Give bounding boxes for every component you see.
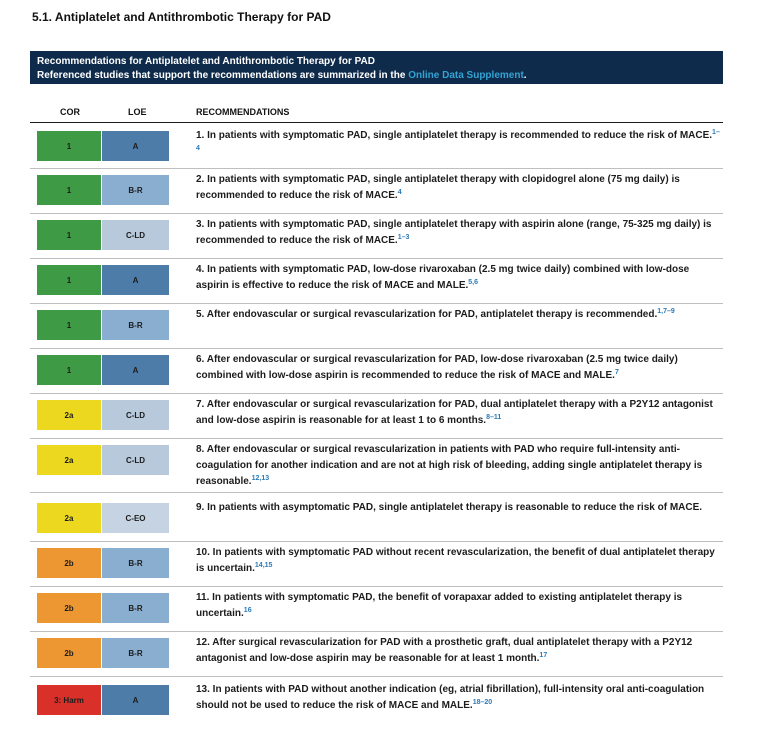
loe-cell: C-LD [102, 400, 169, 430]
loe-cell: C-LD [102, 445, 169, 475]
reference-citation[interactable]: 7 [614, 369, 619, 376]
reference-citation[interactable]: 4 [397, 189, 402, 196]
loe-cell: B-R [102, 593, 169, 623]
cor-cell: 2a [37, 445, 101, 475]
row-divider [30, 438, 723, 439]
recommendation-body: 11. In patients with symptomatic PAD, the benefit of vorapaxar added to existing antiplatelet therapy is uncertain. [196, 592, 683, 619]
cor-cell: 1 [37, 175, 101, 205]
cor-cell: 3: Harm [37, 685, 101, 715]
recommendation-body: 8. After endovascular or surgical revascularization in patients with PAD who require full-intensity anti-coagulation for another indication and are not at high risk of bleeding, adding single antiplatelet therapy is reasonable. [196, 444, 703, 487]
loe-cell: B-R [102, 548, 169, 578]
recommendation-body: 2. In patients with symptomatic PAD, single antiplatelet therapy with clopidogrel alone (75 mg daily) is recommended to reduce the risk of MACE. [196, 174, 680, 201]
row-divider [30, 258, 723, 259]
recommendation-body: 12. After surgical revascularization for PAD with a prosthetic graft, dual antiplatelet therapy with a P2Y12 antagonist and low-dose aspirin may be reasonable for at least 1 month. [196, 637, 693, 664]
row-divider [30, 492, 723, 493]
reference-citation[interactable]: 1–4 [196, 129, 720, 152]
recommendation-text [196, 635, 723, 667]
row-divider [30, 303, 723, 304]
reference-citation[interactable]: 18–20 [472, 699, 493, 706]
cor-cell: 1 [37, 310, 101, 340]
section-title: 5.1. Antiplatelet and Antithrombotic Therapy for PAD [32, 10, 331, 24]
cor-cell: 2b [37, 593, 101, 623]
row-divider [30, 168, 723, 169]
recommendation-body: 5. After endovascular or surgical revascularization for PAD, antiplatelet therapy is recommended. [196, 309, 658, 320]
recommendation-body: 9. In patients with asymptomatic PAD, single antiplatelet therapy is reasonable to reduce the risk of MACE. [196, 502, 703, 513]
row-divider [30, 348, 723, 349]
cor-cell: 1 [37, 220, 101, 250]
cor-header: COR [60, 107, 80, 117]
reference-citation[interactable]: 12,13 [251, 475, 270, 482]
recommendation-text [196, 262, 723, 294]
reference-citation[interactable]: 1–3 [397, 234, 410, 241]
loe-cell: C-LD [102, 220, 169, 250]
loe-cell: B-R [102, 175, 169, 205]
recommendation-text [196, 397, 723, 429]
loe-header: LOE [128, 107, 147, 117]
recommendation-text [196, 352, 723, 384]
recommendation-body: 1. In patients with symptomatic PAD, single antiplatelet therapy is recommended to reduce the risk of MACE. [196, 130, 713, 141]
banner-title: Recommendations for Antiplatelet and Antithrombotic Therapy for PAD [37, 56, 375, 67]
cor-cell: 2b [37, 638, 101, 668]
recommendation-body: 13. In patients with PAD without another indication (eg, atrial fibrillation), full-intensity oral anti-coagulation should not be used to reduce the risk of MACE and MALE. [196, 684, 705, 711]
recommendation-text [196, 545, 723, 577]
recommendation-text [196, 128, 723, 160]
row-divider [30, 213, 723, 214]
recommendation-text [196, 590, 723, 622]
cor-cell: 1 [37, 355, 101, 385]
header-divider [30, 122, 723, 123]
cor-cell: 1 [37, 265, 101, 295]
recommendation-text [196, 172, 723, 204]
recommendation-body: 7. After endovascular or surgical revascularization for PAD, dual antiplatelet therapy with a P2Y12 antagonist and low-dose aspirin is reasonable for at least 1 to 6 months. [196, 399, 713, 426]
recommendations-banner [30, 51, 723, 84]
reference-citation[interactable]: 16 [243, 607, 252, 614]
loe-cell: B-R [102, 310, 169, 340]
recommendations-header: RECOMMENDATIONS [196, 107, 290, 117]
loe-cell: C-EO [102, 503, 169, 533]
recommendation-text [196, 500, 723, 516]
row-divider [30, 541, 723, 542]
reference-citation[interactable]: 14,15 [254, 562, 273, 569]
recommendation-text [196, 682, 723, 714]
recommendation-body: 3. In patients with symptomatic PAD, single antiplatelet therapy with aspirin alone (range, 75-325 mg daily) is recommended to reduce the risk of MACE. [196, 219, 712, 246]
loe-cell: B-R [102, 638, 169, 668]
cor-cell: 2a [37, 400, 101, 430]
online-data-supplement-link[interactable]: Online Data Supplement [408, 70, 524, 81]
row-divider [30, 586, 723, 587]
recommendation-text [196, 307, 723, 323]
banner-subtitle: Referenced studies that support the recommendations are summarized in the Online Data Supplement. [37, 70, 527, 81]
loe-cell: A [102, 131, 169, 161]
loe-cell: A [102, 265, 169, 295]
loe-cell: A [102, 685, 169, 715]
reference-citation[interactable]: 17 [539, 652, 548, 659]
reference-citation[interactable]: 5,6 [468, 279, 479, 286]
cor-cell: 2b [37, 548, 101, 578]
row-divider [30, 676, 723, 677]
cor-cell: 1 [37, 131, 101, 161]
recommendation-text [196, 217, 723, 249]
reference-citation[interactable]: 1,7–9 [657, 308, 675, 315]
row-divider [30, 631, 723, 632]
row-divider [30, 393, 723, 394]
recommendation-body: 6. After endovascular or surgical revascularization for PAD, low-dose rivaroxaban (2.5 mg twice daily) combined with low-dose aspirin is recommended to reduce the risk of MACE and MALE. [196, 354, 678, 381]
recommendation-body: 10. In patients with symptomatic PAD without recent revascularization, the benefit of dual antiplatelet therapy is uncertain. [196, 547, 715, 574]
cor-cell: 2a [37, 503, 101, 533]
reference-citation[interactable]: 8–11 [486, 414, 502, 421]
loe-cell: A [102, 355, 169, 385]
recommendation-body: 4. In patients with symptomatic PAD, low-dose rivaroxaban (2.5 mg twice daily) combined with low-dose aspirin is effective to reduce the risk of MACE and MALE. [196, 264, 690, 291]
recommendation-text [196, 442, 723, 490]
